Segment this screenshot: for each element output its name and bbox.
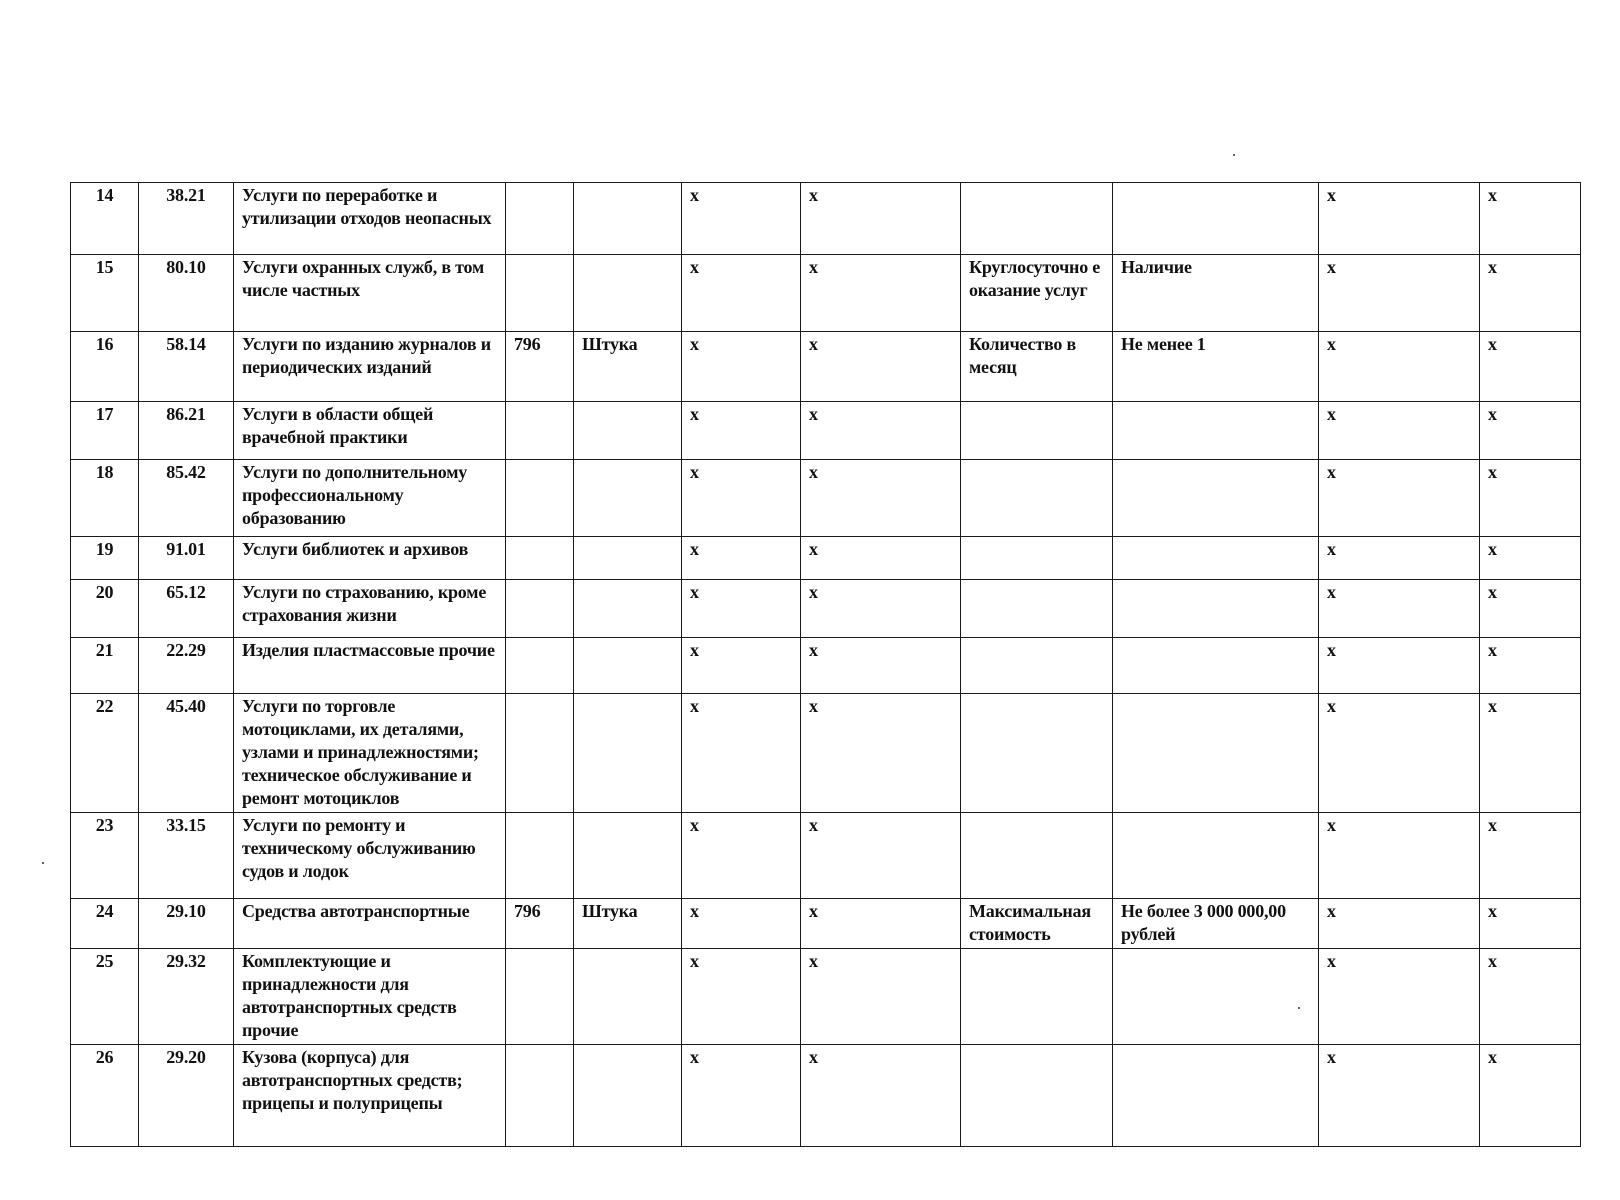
okpd2-code: 65.12 [139, 580, 234, 638]
unit-code [506, 813, 574, 899]
cell-x: x [1480, 402, 1581, 460]
okpd2-code: 29.10 [139, 899, 234, 949]
unit-name [574, 183, 682, 255]
cell-x: x [801, 1045, 961, 1147]
unit-code [506, 638, 574, 694]
item-name: Изделия пластмассовые прочие [234, 638, 506, 694]
unit-name [574, 537, 682, 580]
okpd2-code: 91.01 [139, 537, 234, 580]
characteristic-value [1113, 813, 1319, 899]
item-name: Услуги библиотек и архивов [234, 537, 506, 580]
characteristic-value [1113, 694, 1319, 813]
cell-x: x [1480, 813, 1581, 899]
cell-x: x [1319, 332, 1480, 402]
row-number: 22 [71, 694, 139, 813]
item-name: Услуги по торговле мотоциклами, их деталями, узлами и принадлежностями; техническое обслуживание и ремонт мотоциклов [234, 694, 506, 813]
cell-x: x [1319, 255, 1480, 332]
cell-x: x [1480, 460, 1581, 537]
cell-x: x [801, 183, 961, 255]
unit-code [506, 460, 574, 537]
characteristic [961, 537, 1113, 580]
unit-name: Штука [574, 332, 682, 402]
unit-code: 796 [506, 332, 574, 402]
unit-name [574, 580, 682, 638]
unit-name [574, 694, 682, 813]
unit-code [506, 183, 574, 255]
cell-x: x [1319, 638, 1480, 694]
item-name: Услуги по переработке и утилизации отходов неопасных [234, 183, 506, 255]
item-name: Услуги по дополнительному профессиональному образованию [234, 460, 506, 537]
characteristic: Круглосуточно е оказание услуг [961, 255, 1113, 332]
cell-x: x [682, 460, 801, 537]
characteristic-value [1113, 402, 1319, 460]
cell-x: x [801, 638, 961, 694]
row-number: 17 [71, 402, 139, 460]
services-table [70, 182, 1581, 1147]
table-row [71, 183, 1581, 255]
row-number: 23 [71, 813, 139, 899]
row-number: 14 [71, 183, 139, 255]
cell-x: x [1480, 580, 1581, 638]
item-name: Услуги в области общей врачебной практики [234, 402, 506, 460]
cell-x: x [682, 537, 801, 580]
cell-x: x [1480, 949, 1581, 1045]
row-number: 18 [71, 460, 139, 537]
table-row [71, 460, 1581, 537]
table-row [71, 638, 1581, 694]
table-row [71, 694, 1581, 813]
cell-x: x [682, 580, 801, 638]
cell-x: x [682, 813, 801, 899]
scan-speck [42, 862, 44, 864]
cell-x: x [801, 580, 961, 638]
item-name: Услуги по страхованию, кроме страхования жизни [234, 580, 506, 638]
cell-x: x [1480, 694, 1581, 813]
cell-x: x [682, 638, 801, 694]
characteristic-value [1113, 949, 1319, 1045]
cell-x: x [1319, 402, 1480, 460]
cell-x: x [682, 183, 801, 255]
cell-x: x [801, 332, 961, 402]
unit-name [574, 813, 682, 899]
cell-x: x [1480, 899, 1581, 949]
cell-x: x [801, 949, 961, 1045]
okpd2-code: 22.29 [139, 638, 234, 694]
cell-x: x [801, 899, 961, 949]
item-name: Комплектующие и принадлежности для автотранспортных средств прочие [234, 949, 506, 1045]
unit-name [574, 460, 682, 537]
okpd2-code: 38.21 [139, 183, 234, 255]
characteristic [961, 402, 1113, 460]
cell-x: x [682, 1045, 801, 1147]
item-name: Кузова (корпуса) для автотранспортных средств; прицепы и полуприцепы [234, 1045, 506, 1147]
cell-x: x [1480, 537, 1581, 580]
cell-x: x [682, 255, 801, 332]
characteristic-value: Не менее 1 [1113, 332, 1319, 402]
cell-x: x [682, 402, 801, 460]
unit-code [506, 537, 574, 580]
characteristic-value [1113, 580, 1319, 638]
unit-code [506, 694, 574, 813]
table-row [71, 402, 1581, 460]
table-row [71, 813, 1581, 899]
cell-x: x [1319, 537, 1480, 580]
characteristic [961, 813, 1113, 899]
table-row [71, 255, 1581, 332]
okpd2-code: 29.32 [139, 949, 234, 1045]
characteristic-value [1113, 460, 1319, 537]
cell-x: x [1319, 694, 1480, 813]
cell-x: x [1319, 949, 1480, 1045]
unit-name [574, 255, 682, 332]
row-number: 24 [71, 899, 139, 949]
cell-x: x [1319, 1045, 1480, 1147]
cell-x: x [682, 332, 801, 402]
table-row [71, 1045, 1581, 1147]
row-number: 20 [71, 580, 139, 638]
okpd2-code: 33.15 [139, 813, 234, 899]
characteristic [961, 638, 1113, 694]
characteristic-value [1113, 1045, 1319, 1147]
row-number: 15 [71, 255, 139, 332]
table-row [71, 332, 1581, 402]
cell-x: x [682, 694, 801, 813]
unit-name [574, 949, 682, 1045]
cell-x: x [1319, 580, 1480, 638]
characteristic [961, 183, 1113, 255]
cell-x: x [1319, 813, 1480, 899]
unit-code [506, 255, 574, 332]
item-name: Средства автотранспортные [234, 899, 506, 949]
table-row [71, 949, 1581, 1045]
okpd2-code: 45.40 [139, 694, 234, 813]
unit-code [506, 402, 574, 460]
cell-x: x [1480, 638, 1581, 694]
cell-x: x [1319, 899, 1480, 949]
cell-x: x [801, 460, 961, 537]
cell-x: x [1319, 460, 1480, 537]
cell-x: x [1480, 183, 1581, 255]
item-name: Услуги по изданию журналов и периодических изданий [234, 332, 506, 402]
characteristic: Максимальная стоимость [961, 899, 1113, 949]
scan-speck [1233, 154, 1235, 156]
row-number: 26 [71, 1045, 139, 1147]
row-number: 21 [71, 638, 139, 694]
characteristic-value: Наличие [1113, 255, 1319, 332]
cell-x: x [1319, 183, 1480, 255]
cell-x: x [801, 537, 961, 580]
item-name: Услуги по ремонту и техническому обслуживанию судов и лодок [234, 813, 506, 899]
characteristic-value [1113, 183, 1319, 255]
cell-x: x [801, 694, 961, 813]
okpd2-code: 58.14 [139, 332, 234, 402]
row-number: 16 [71, 332, 139, 402]
unit-code: 796 [506, 899, 574, 949]
table-row [71, 580, 1581, 638]
table-row [71, 537, 1581, 580]
characteristic [961, 1045, 1113, 1147]
row-number: 19 [71, 537, 139, 580]
cell-x: x [1480, 1045, 1581, 1147]
unit-name: Штука [574, 899, 682, 949]
characteristic: Количество в месяц [961, 332, 1113, 402]
characteristic [961, 460, 1113, 537]
characteristic-value: Не более 3 000 000,00 рублей [1113, 899, 1319, 949]
unit-name [574, 402, 682, 460]
characteristic [961, 580, 1113, 638]
unit-code [506, 949, 574, 1045]
okpd2-code: 80.10 [139, 255, 234, 332]
cell-x: x [1480, 332, 1581, 402]
cell-x: x [682, 899, 801, 949]
unit-code [506, 1045, 574, 1147]
unit-name [574, 1045, 682, 1147]
item-name: Услуги охранных служб, в том числе частных [234, 255, 506, 332]
row-number: 25 [71, 949, 139, 1045]
unit-name [574, 638, 682, 694]
cell-x: x [1480, 255, 1581, 332]
characteristic [961, 949, 1113, 1045]
unit-code [506, 580, 574, 638]
table-row [71, 899, 1581, 949]
characteristic-value [1113, 638, 1319, 694]
okpd2-code: 86.21 [139, 402, 234, 460]
cell-x: x [801, 255, 961, 332]
characteristic [961, 694, 1113, 813]
cell-x: x [801, 813, 961, 899]
cell-x: x [682, 949, 801, 1045]
cell-x: x [801, 402, 961, 460]
characteristic-value [1113, 537, 1319, 580]
okpd2-code: 29.20 [139, 1045, 234, 1147]
okpd2-code: 85.42 [139, 460, 234, 537]
